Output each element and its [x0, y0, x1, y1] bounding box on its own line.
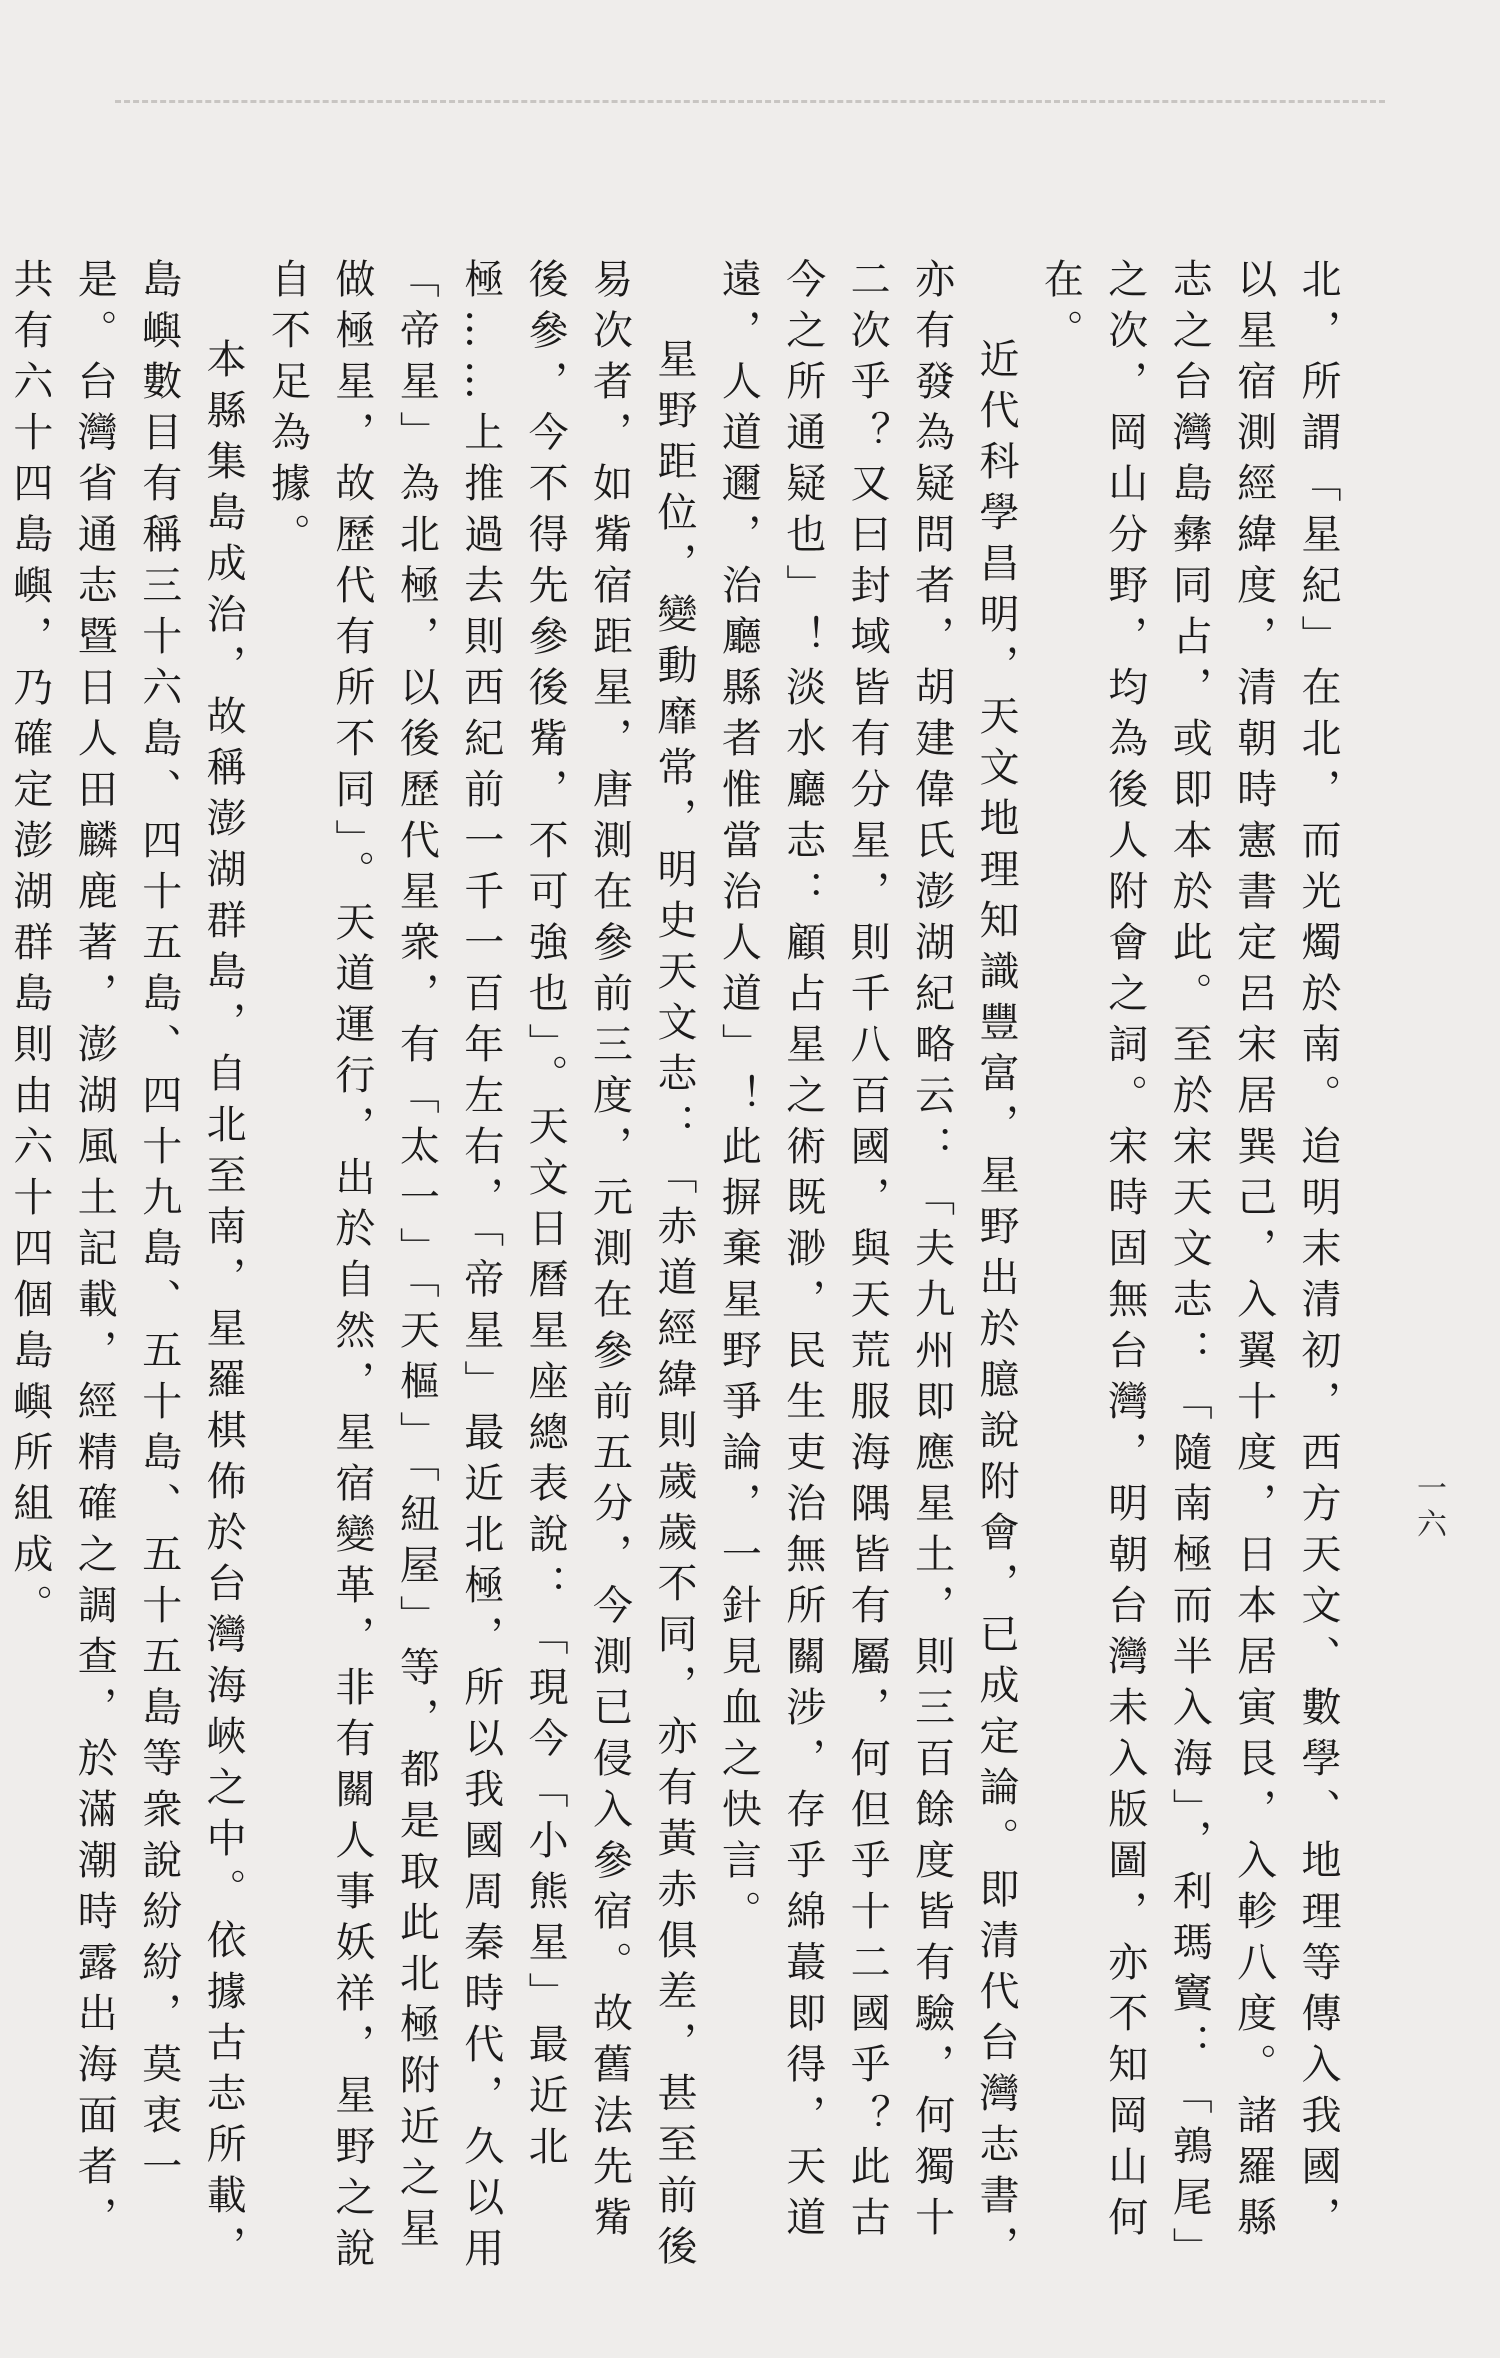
top-rule	[115, 100, 1385, 103]
paragraph-4: 本縣集島成治，故稱澎湖群島，自北至南，星羅棋佈於台灣海峽之中。依據古志所載，島嶼數目有稱三十六島、四十五島、四十九島、五十島、五十五島等衆說紛紛，莫衷一是。台灣省通志暨日人田麟鹿著，澎湖風土記載，經精確之調查，於滿潮時露出海面者，共有六十四島嶼，乃確定澎湖群島則由六十四個島嶼所組成。	[6, 258, 247, 2276]
body-text	[6, 258, 1350, 2288]
paragraph-1: 北，所謂「星紀」在北，而光燭於南。迨明末清初，西方天文、數學、地理等傳入我國，以星宿測經緯度，清朝時憲書定呂宋居巽己，入翼十度，日本居寅艮，入軫八度。諸羅縣志之台灣島彝同占，或即本於此。至於宋天文志：「隨南極而半入海」，利瑪竇：「鶉尾」之次，岡山分野，均為後人附會之詞。宋時固無台灣，明朝台灣未入版圖，亦不知岡山何在。	[1037, 258, 1341, 2278]
paragraph-2: 近代科學昌明，天文地理知識豐富，星野出於臆說附會，已成定論。即清代台灣志書，亦有發為疑問者，胡建偉氏澎湖紀略云：「夫九州即應星土，則三百餘度皆有驗，何獨十二次乎？又曰封域皆有分星，則千八百國，與天荒服海隅皆有屬，何但乎十二國乎？此古今之所通疑也」！淡水廳志：顧占星之術既渺，民生吏治無所關涉，存乎綿蕞即得，天道遠，人道邇，治廳縣者惟當治人道」！此摒棄星野爭論，一針見血之快言。	[715, 258, 1019, 2276]
paragraph-3: 星野距位，變動靡常，明史天文志：「赤道經緯則歲歲不同，亦有黃赤俱差，甚至前後易次者，如觜宿距星，唐測在參前三度，元測在參前五分，今測已侵入參宿。故舊法先觜後參，今不得先參後觜，不可強也」。天文日曆星座總表說：「現今「小熊星」最近北極……上推過去則西紀前一千一百年左右，「帝星」最近北極，所以我國周秦時代，久以用「帝星」為北極，以後歷代星衆，有「太一」「天樞」「紐屋」等，都是取此北極附近之星做極星，故歷代有所不同」。天道運行，出於自然，星宿變革，非有關人事妖祥，星野之說自不足為據。	[264, 258, 697, 2278]
page-number: 一六	[1411, 1472, 1446, 1544]
